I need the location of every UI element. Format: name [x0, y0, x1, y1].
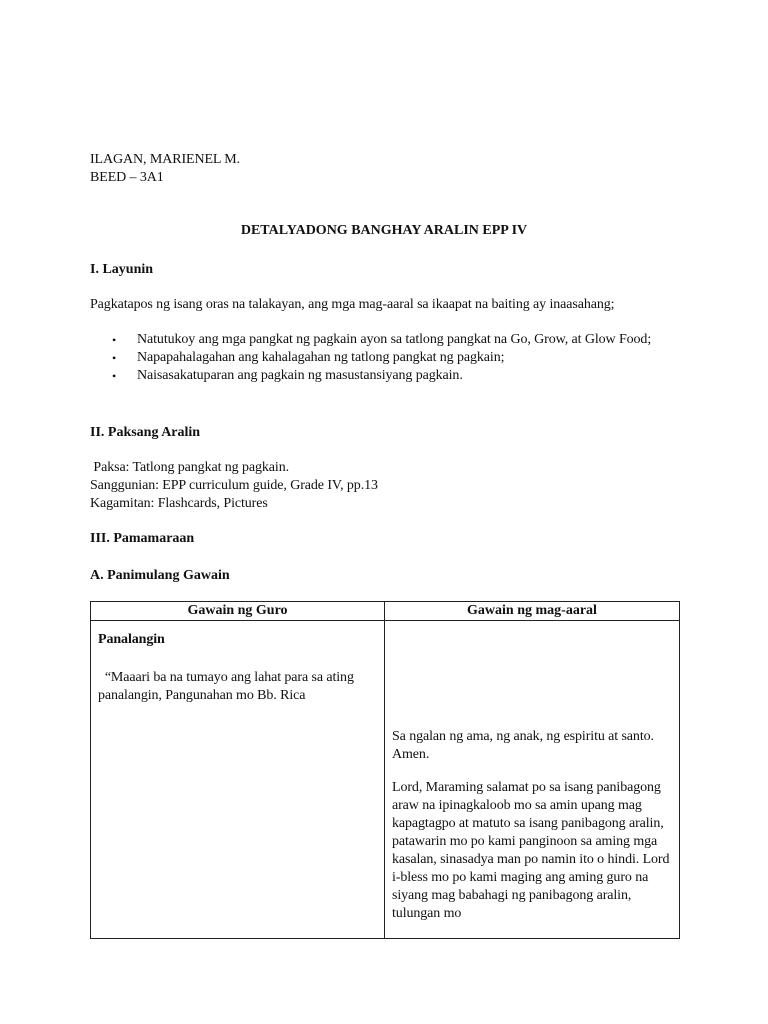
- layunin-intro: Pagkatapos ng isang oras na talakayan, ang mga mag-aaral sa ikaapat na baiting ay inaasahang;: [90, 297, 615, 312]
- teacher-activity-text: “Maaari ba na tumayo ang lahat para sa ating panalangin, Pangunahan mo Bb. Rica: [98, 670, 358, 703]
- sanggunian-line: Sanggunian: EPP curriculum guide, Grade IV, pp.13: [90, 478, 378, 493]
- table-header-row: [91, 602, 680, 621]
- kagamitan-line: Kagamitan: Flashcards, Pictures: [90, 496, 268, 511]
- teacher-cell: [91, 621, 385, 939]
- bullet-icon: •: [112, 333, 117, 347]
- objective-text: Naisasakatuparan ang pagkain ng masustansiyang pagkain.: [137, 368, 463, 383]
- document-title: DETALYADONG BANGHAY ARALIN EPP IV: [240, 223, 528, 238]
- student-response-prayer: Lord, Maraming salamat po sa isang panibagong araw na ipinagkaloob mo sa amin upang mag kapagtagpo at matuto sa isang panibagong aralin, patawarin mo po kami panginoon sa aming mga kasalan, sinasadya man po namin ito o hindi. Lord i-bless mo po kami maging ang aming guro na siyang mag babahagi ng panibagong aralin, tulungan mo: [392, 780, 670, 921]
- column-header-teacher: Gawain ng Guro: [91, 602, 385, 621]
- paksa-line: Paksa: Tatlong pangkat ng pagkain.: [90, 460, 290, 475]
- section-heading-pamamaraan: III. Pamamaraan: [90, 531, 195, 546]
- bullet-icon: •: [112, 351, 117, 365]
- student-section: BEED – 3A1: [90, 170, 164, 185]
- teacher-activity-title: Panalangin: [98, 632, 165, 647]
- list-item: [90, 367, 680, 385]
- activities-table: [90, 601, 680, 939]
- subheading-panimulang-gawain: A. Panimulang Gawain: [90, 568, 230, 583]
- student-name: ILAGAN, MARIENEL M.: [90, 152, 241, 167]
- objective-text: Napapahalagahan ang kahalagahan ng tatlong pangkat ng pagkain;: [137, 350, 505, 365]
- student-cell: [385, 621, 680, 939]
- section-heading-layunin: I. Layunin: [90, 262, 154, 277]
- list-item: [90, 349, 680, 367]
- objective-text: Natutukoy ang mga pangkat ng pagkain ayon sa tatlong pangkat na Go, Grow, at Glow Food;: [137, 332, 652, 347]
- objectives-list: [90, 331, 680, 385]
- student-response-amen: Sa ngalan ng ama, ng anak, ng espiritu at santo. Amen.: [392, 729, 654, 762]
- list-item: [90, 331, 680, 349]
- column-header-student: Gawain ng mag-aaral: [385, 602, 680, 621]
- table-row: [91, 621, 680, 939]
- bullet-icon: •: [112, 369, 117, 383]
- section-heading-paksang-aralin: II. Paksang Aralin: [90, 425, 201, 440]
